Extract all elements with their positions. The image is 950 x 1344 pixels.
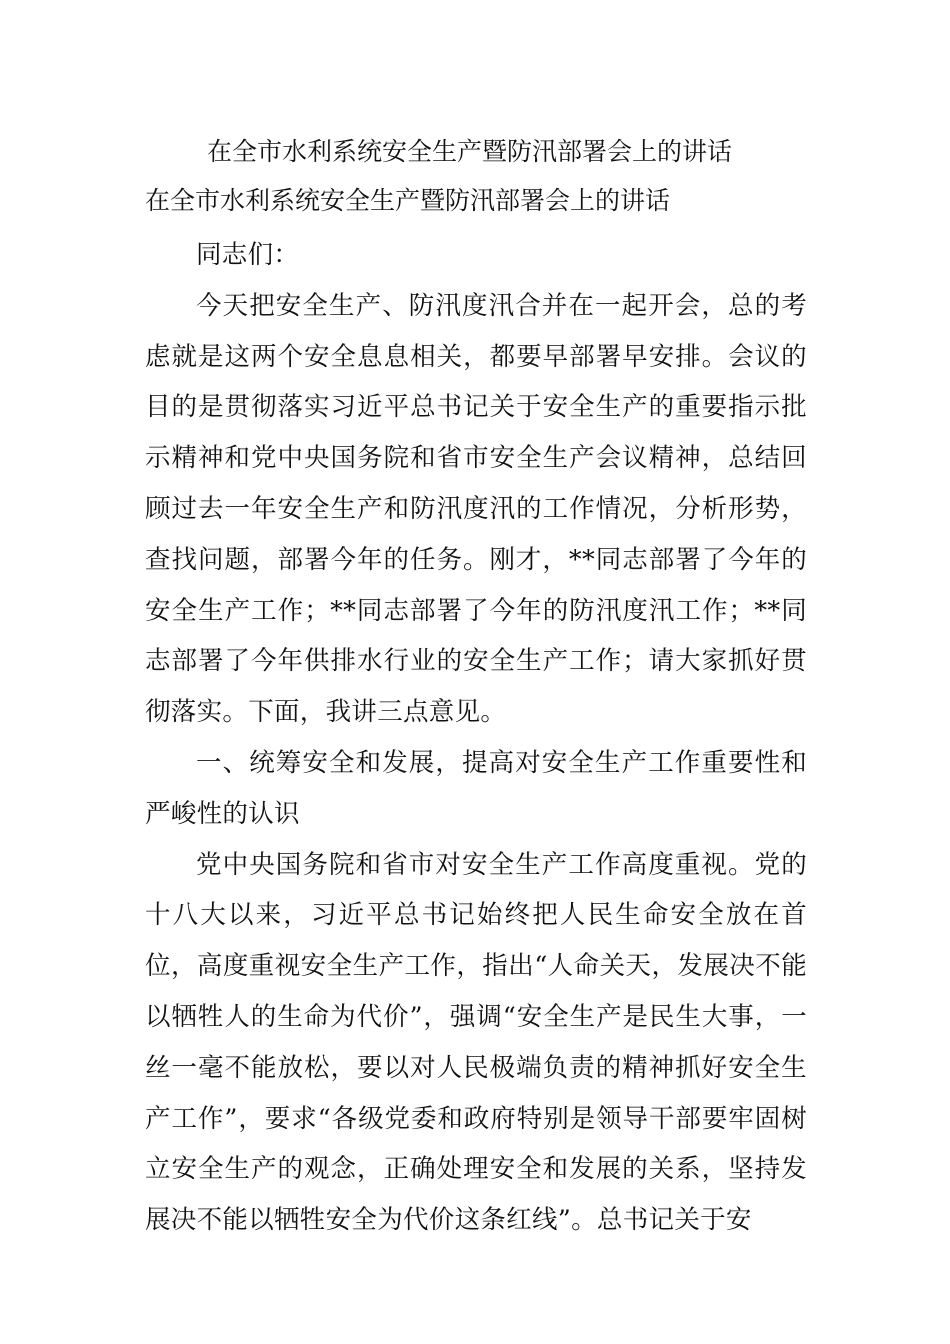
salutation: 同志们： <box>196 240 300 270</box>
document-subtitle: 在全市水利系统安全生产暨防汛部署会上的讲话 <box>145 186 671 215</box>
section-heading-1: 一、统筹安全和发展，提高对安全生产工作重要性和严峻性的认识 <box>145 747 807 829</box>
paragraph-opening: 今天把安全生产、防汛度汛合并在一起开会，总的考虑就是这两个安全息息相关，都要早部署早安排。会议的目的是贯彻落实习近平总书记关于安全生产的重要指示批示精神和党中央国务院和省市安全生产会议精神，总结回顾过去一年安全生产和防汛度汛的工作情况，分析形势，查找问题，部署今年的任务。刚才，**同志部署了今年的安全生产工作；**同志部署了今年的防汛度汛工作；**同志部署了今年供排水行业的安全生产工作；请大家抓好贯彻落实。下面，我讲三点意见。 <box>145 290 807 728</box>
paragraph-section-1: 党中央国务院和省市对安全生产工作高度重视。党的十八大以来，习近平总书记始终把人民生命安全放在首位，高度重视安全生产工作，指出“人命关天，发展决不能以牺牲人的生命为代价”，强调“安全生产是民生大事，一丝一毫不能放松，要以对人民极端负责的精神抓好安全生产工作”，要求“各级党委和政府特别是领导干部要牢固树立安全生产的观念，正确处理安全和发展的关系，坚持发展决不能以牺牲安全为代价这条红线”。总书记关于安 <box>145 849 807 1236</box>
document-header-title: 在全市水利系统安全生产暨防汛部署会上的讲话 <box>207 137 733 166</box>
document-body <box>145 180 807 1246</box>
